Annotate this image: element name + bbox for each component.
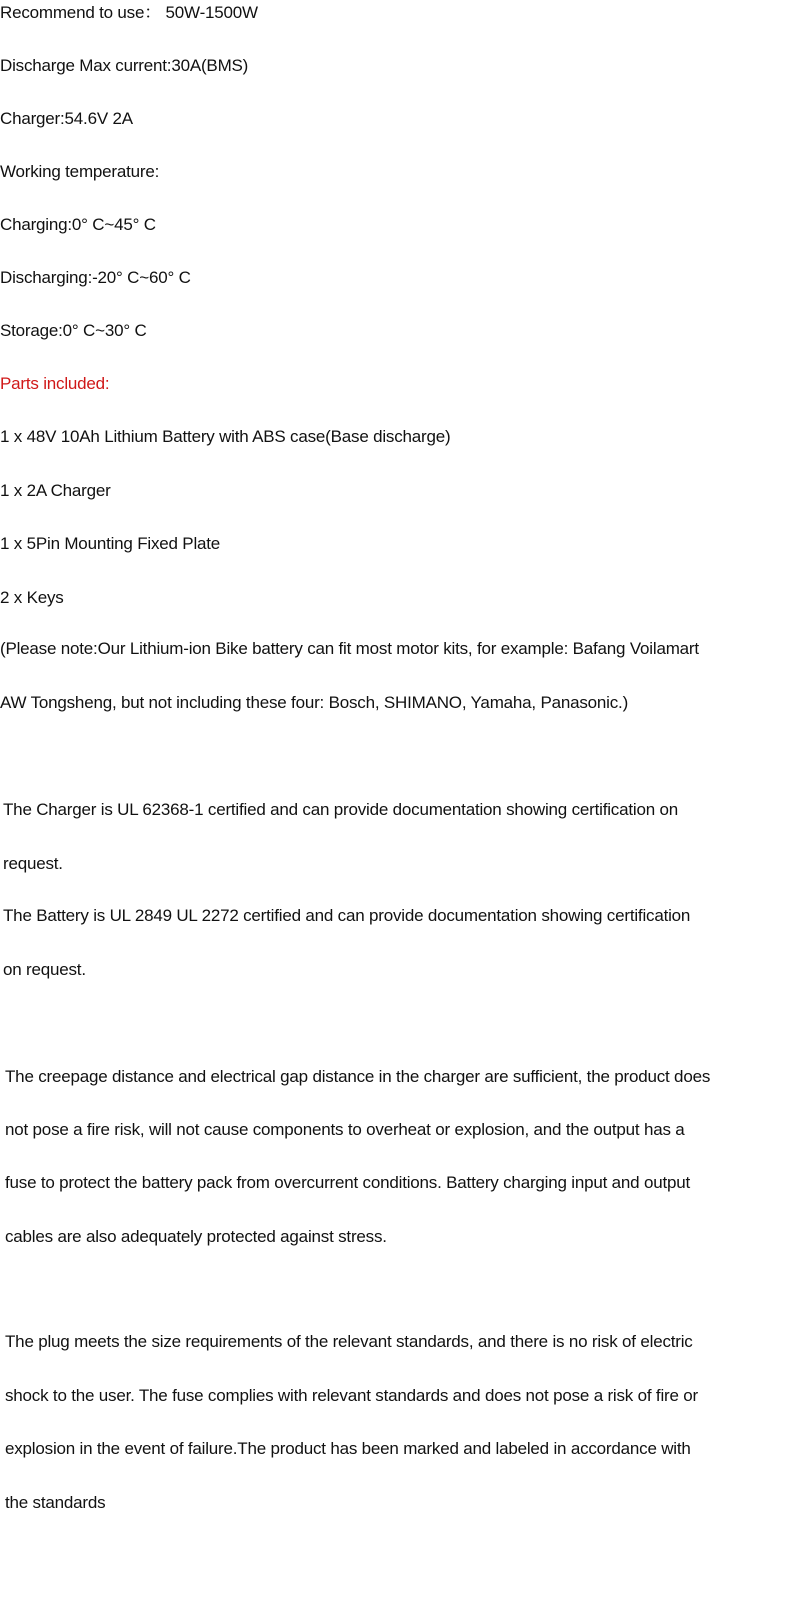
safety-paragraph-line: not pose a fire risk, will not cause components to overheat or explosion, and the output has a <box>5 1120 685 1139</box>
spec-charging-temperature: Charging:0° C~45° C <box>0 215 156 234</box>
parts-item: 1 x 5Pin Mounting Fixed Plate <box>0 534 221 553</box>
spec-recommend: Recommend to use： 50W-1500W <box>0 3 258 22</box>
charger-certification: The Charger is UL 62368-1 certified and can provide documentation showing certification on <box>3 800 678 819</box>
parts-heading: Parts included: <box>0 374 110 393</box>
battery-certification: The Battery is UL 2849 UL 2272 certified and can provide documentation showing certification <box>3 906 691 925</box>
plug-paragraph-line: explosion in the event of failure.The product has been marked and labeled in accordance with <box>5 1439 691 1458</box>
spec-charger: Charger:54.6V 2A <box>0 109 133 128</box>
safety-paragraph-line: cables are also adequately protected against stress. <box>5 1227 387 1246</box>
spec-working-temperature: Working temperature: <box>0 162 160 181</box>
parts-item: 1 x 2A Charger <box>0 481 111 500</box>
parts-item: 2 x Keys <box>0 588 64 607</box>
parts-item: 1 x 48V 10Ah Lithium Battery with ABS case(Base discharge) <box>0 427 451 446</box>
compatibility-note: AW Tongsheng, but not including these four: Bosch, SHIMANO, Yamaha, Panasonic.) <box>0 693 629 712</box>
spec-discharge-max-current: Discharge Max current:30A(BMS) <box>0 56 249 75</box>
spec-discharging-temperature: Discharging:-20° C~60° C <box>0 268 191 287</box>
charger-certification: request. <box>3 854 63 873</box>
plug-paragraph-line: The plug meets the size requirements of the relevant standards, and there is no risk of electric <box>5 1332 693 1351</box>
plug-paragraph-line: the standards <box>5 1493 106 1512</box>
battery-certification: on request. <box>3 960 86 979</box>
compatibility-note: (Please note:Our Lithium-ion Bike battery can fit most motor kits, for example: Bafang Voilamart <box>0 639 699 658</box>
spec-storage-temperature: Storage:0° C~30° C <box>0 321 147 340</box>
safety-paragraph-line: The creepage distance and electrical gap distance in the charger are sufficient, the product does <box>5 1067 711 1086</box>
plug-paragraph-line: shock to the user. The fuse complies with relevant standards and does not pose a risk of fire or <box>5 1386 698 1405</box>
safety-paragraph-line: fuse to protect the battery pack from overcurrent conditions. Battery charging input and output <box>5 1173 691 1192</box>
